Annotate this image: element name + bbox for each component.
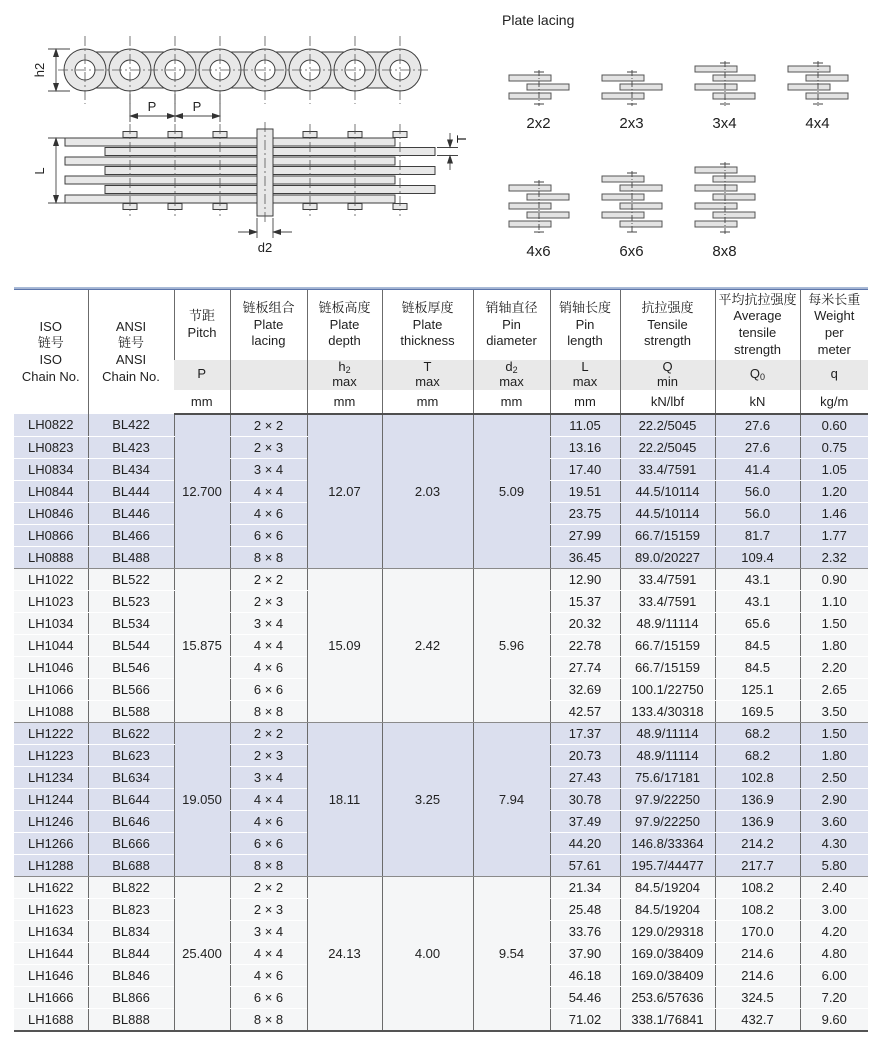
cell-ansi-chain-no: BL466 xyxy=(88,524,174,546)
cell-tensile-strength: 97.9/22250 xyxy=(620,810,715,832)
symbol-lacing xyxy=(230,360,307,390)
cell-average-tensile-strength: 27.6 xyxy=(715,436,800,458)
cell-average-tensile-strength: 217.7 xyxy=(715,854,800,876)
cell-plate-depth: 15.09 xyxy=(307,568,382,722)
symbol-depth: h2 max xyxy=(307,360,382,390)
cell-pin-length: 37.49 xyxy=(550,810,620,832)
cell-pin-length: 21.34 xyxy=(550,876,620,898)
cell-weight-per-meter: 1.80 xyxy=(800,744,868,766)
column-header-weight: 每米长重 Weight per meter xyxy=(800,290,868,360)
lacing-diagram-icon xyxy=(601,70,663,106)
cell-tensile-strength: 253.6/57636 xyxy=(620,986,715,1008)
cell-tensile-strength: 169.0/38409 xyxy=(620,942,715,964)
lacing-figure-8x8 xyxy=(678,132,771,260)
cell-ansi-chain-no: BL588 xyxy=(88,700,174,722)
cell-average-tensile-strength: 432.7 xyxy=(715,1008,800,1031)
pin-length-dimension xyxy=(48,138,70,203)
cell-iso-chain-no: LH0844 xyxy=(14,480,88,502)
table-row xyxy=(14,722,868,744)
cell-ansi-chain-no: BL888 xyxy=(88,1008,174,1031)
cell-weight-per-meter: 4.80 xyxy=(800,942,868,964)
cell-tensile-strength: 33.4/7591 xyxy=(620,458,715,480)
column-header-thickness: 链板厚度 Plate thickness xyxy=(382,290,473,360)
cell-ansi-chain-no: BL846 xyxy=(88,964,174,986)
cell-average-tensile-strength: 84.5 xyxy=(715,656,800,678)
column-header-avg: 平均抗拉强度 Average tensile strength xyxy=(715,290,800,360)
symbol-tensile: Q min xyxy=(620,360,715,390)
pitch-label-b: P xyxy=(192,99,202,114)
cell-iso-chain-no: LH1223 xyxy=(14,744,88,766)
cell-plate-depth: 12.07 xyxy=(307,414,382,569)
cell-tensile-strength: 33.4/7591 xyxy=(620,590,715,612)
cell-pin-length: 27.43 xyxy=(550,766,620,788)
pin-diameter-label: d2 xyxy=(257,240,273,255)
cell-plate-lacing: 6 × 6 xyxy=(230,832,307,854)
cell-pin-length: 57.61 xyxy=(550,854,620,876)
cell-average-tensile-strength: 68.2 xyxy=(715,744,800,766)
cell-iso-chain-no: LH1046 xyxy=(14,656,88,678)
cell-average-tensile-strength: 41.4 xyxy=(715,458,800,480)
leaf-chain-spec-table xyxy=(14,290,868,1032)
cell-plate-depth: 24.13 xyxy=(307,876,382,1031)
cell-ansi-chain-no: BL623 xyxy=(88,744,174,766)
cell-ansi-chain-no: BL666 xyxy=(88,832,174,854)
symbol-avg: Q0 xyxy=(715,360,800,390)
cell-iso-chain-no: LH0846 xyxy=(14,502,88,524)
cell-ansi-chain-no: BL823 xyxy=(88,898,174,920)
cell-pin-length: 30.78 xyxy=(550,788,620,810)
cell-plate-depth: 18.11 xyxy=(307,722,382,876)
cell-pin-diameter: 7.94 xyxy=(473,722,550,876)
cell-ansi-chain-no: BL523 xyxy=(88,590,174,612)
cell-plate-thickness: 2.42 xyxy=(382,568,473,722)
cell-iso-chain-no: LH1044 xyxy=(14,634,88,656)
cell-plate-lacing: 6 × 6 xyxy=(230,678,307,700)
column-header-pin_dia: 销轴直径 Pin diameter xyxy=(473,290,550,360)
cell-plate-lacing: 2 × 2 xyxy=(230,414,307,437)
cell-weight-per-meter: 1.50 xyxy=(800,722,868,744)
unit-pitch: mm xyxy=(174,390,230,414)
cell-iso-chain-no: LH1288 xyxy=(14,854,88,876)
cell-weight-per-meter: 1.77 xyxy=(800,524,868,546)
cell-average-tensile-strength: 102.8 xyxy=(715,766,800,788)
cell-plate-lacing: 4 × 4 xyxy=(230,942,307,964)
symbol-weight: q xyxy=(800,360,868,390)
cell-average-tensile-strength: 65.6 xyxy=(715,612,800,634)
cell-tensile-strength: 44.5/10114 xyxy=(620,502,715,524)
cell-pin-length: 17.40 xyxy=(550,458,620,480)
lacing-figure-label: 6x6 xyxy=(619,243,644,260)
table-body xyxy=(14,414,868,1031)
lacing-figure-label: 4x4 xyxy=(805,115,830,132)
cell-plate-lacing: 8 × 8 xyxy=(230,700,307,722)
cell-pin-length: 23.75 xyxy=(550,502,620,524)
cell-average-tensile-strength: 43.1 xyxy=(715,590,800,612)
chain-engineering-drawing xyxy=(10,10,472,258)
chain-stacked-view xyxy=(65,129,435,216)
lacing-figure-label: 8x8 xyxy=(712,243,737,260)
lacing-figure-label: 3x4 xyxy=(712,115,737,132)
cell-tensile-strength: 146.8/33364 xyxy=(620,832,715,854)
cell-iso-chain-no: LH1234 xyxy=(14,766,88,788)
cell-tensile-strength: 129.0/29318 xyxy=(620,920,715,942)
unit-pin_len: mm xyxy=(550,390,620,414)
lacing-diagram-icon xyxy=(508,180,570,234)
cell-tensile-strength: 66.7/15159 xyxy=(620,656,715,678)
cell-plate-thickness: 2.03 xyxy=(382,414,473,569)
plate-depth-label: h2 xyxy=(32,62,47,78)
cell-ansi-chain-no: BL688 xyxy=(88,854,174,876)
cell-iso-chain-no: LH1066 xyxy=(14,678,88,700)
cell-pin-length: 36.45 xyxy=(550,546,620,568)
cell-pin-length: 25.48 xyxy=(550,898,620,920)
cell-iso-chain-no: LH1034 xyxy=(14,612,88,634)
cell-weight-per-meter: 0.60 xyxy=(800,414,868,437)
cell-ansi-chain-no: BL646 xyxy=(88,810,174,832)
cell-pin-length: 20.32 xyxy=(550,612,620,634)
pitch-dimension xyxy=(130,94,220,122)
lacing-figure-3x4 xyxy=(678,32,771,132)
cell-average-tensile-strength: 169.5 xyxy=(715,700,800,722)
cell-average-tensile-strength: 43.1 xyxy=(715,568,800,590)
cell-average-tensile-strength: 214.2 xyxy=(715,832,800,854)
cell-pin-length: 32.69 xyxy=(550,678,620,700)
cell-pin-length: 17.37 xyxy=(550,722,620,744)
cell-average-tensile-strength: 214.6 xyxy=(715,942,800,964)
column-header-lacing: 链板组合 Plate lacing xyxy=(230,290,307,360)
cell-weight-per-meter: 6.00 xyxy=(800,964,868,986)
cell-ansi-chain-no: BL434 xyxy=(88,458,174,480)
symbol-pitch: P xyxy=(174,360,230,390)
cell-weight-per-meter: 2.40 xyxy=(800,876,868,898)
cell-pin-length: 37.90 xyxy=(550,942,620,964)
symbol-pin_len: L max xyxy=(550,360,620,390)
cell-iso-chain-no: LH0822 xyxy=(14,414,88,437)
cell-plate-lacing: 2 × 2 xyxy=(230,876,307,898)
cell-plate-lacing: 2 × 2 xyxy=(230,568,307,590)
cell-iso-chain-no: LH0866 xyxy=(14,524,88,546)
cell-plate-lacing: 2 × 3 xyxy=(230,436,307,458)
cell-weight-per-meter: 3.50 xyxy=(800,700,868,722)
cell-iso-chain-no: LH1222 xyxy=(14,722,88,744)
cell-iso-chain-no: LH1266 xyxy=(14,832,88,854)
cell-plate-thickness: 3.25 xyxy=(382,722,473,876)
lacing-figure-4x4 xyxy=(771,32,864,132)
cell-ansi-chain-no: BL544 xyxy=(88,634,174,656)
cell-weight-per-meter: 3.00 xyxy=(800,898,868,920)
cell-tensile-strength: 75.6/17181 xyxy=(620,766,715,788)
cell-pin-length: 22.78 xyxy=(550,634,620,656)
cell-plate-lacing: 4 × 6 xyxy=(230,810,307,832)
cell-ansi-chain-no: BL488 xyxy=(88,546,174,568)
cell-weight-per-meter: 3.60 xyxy=(800,810,868,832)
cell-tensile-strength: 97.9/22250 xyxy=(620,788,715,810)
plate-lacing-panel xyxy=(492,12,872,260)
cell-weight-per-meter: 5.80 xyxy=(800,854,868,876)
cell-pin-diameter: 5.09 xyxy=(473,414,550,569)
plate-lacing-grid xyxy=(492,32,872,260)
cell-iso-chain-no: LH0823 xyxy=(14,436,88,458)
cell-tensile-strength: 66.7/15159 xyxy=(620,524,715,546)
cell-weight-per-meter: 1.10 xyxy=(800,590,868,612)
cell-plate-lacing: 4 × 6 xyxy=(230,656,307,678)
cell-tensile-strength: 84.5/19204 xyxy=(620,898,715,920)
cell-ansi-chain-no: BL423 xyxy=(88,436,174,458)
cell-tensile-strength: 44.5/10114 xyxy=(620,480,715,502)
cell-weight-per-meter: 1.50 xyxy=(800,612,868,634)
spec-table-wrap xyxy=(14,287,868,1032)
cell-tensile-strength: 338.1/76841 xyxy=(620,1008,715,1031)
cell-tensile-strength: 195.7/44477 xyxy=(620,854,715,876)
cell-ansi-chain-no: BL566 xyxy=(88,678,174,700)
cell-pin-diameter: 9.54 xyxy=(473,876,550,1031)
cell-ansi-chain-no: BL444 xyxy=(88,480,174,502)
cell-average-tensile-strength: 125.1 xyxy=(715,678,800,700)
cell-average-tensile-strength: 109.4 xyxy=(715,546,800,568)
cell-pin-length: 54.46 xyxy=(550,986,620,1008)
cell-plate-lacing: 2 × 3 xyxy=(230,590,307,612)
cell-tensile-strength: 100.1/22750 xyxy=(620,678,715,700)
cell-plate-lacing: 4 × 6 xyxy=(230,502,307,524)
cell-pin-length: 42.57 xyxy=(550,700,620,722)
symbol-pin_dia: d2 max xyxy=(473,360,550,390)
cell-weight-per-meter: 4.20 xyxy=(800,920,868,942)
unit-weight: kg/m xyxy=(800,390,868,414)
column-header-iso: ISO 链号 ISO Chain No. xyxy=(14,290,88,414)
cell-plate-lacing: 4 × 4 xyxy=(230,788,307,810)
table-row xyxy=(14,568,868,590)
cell-tensile-strength: 22.2/5045 xyxy=(620,436,715,458)
column-header-depth: 链板高度 Plate depth xyxy=(307,290,382,360)
cell-weight-per-meter: 1.80 xyxy=(800,634,868,656)
cell-tensile-strength: 169.0/38409 xyxy=(620,964,715,986)
cell-average-tensile-strength: 108.2 xyxy=(715,898,800,920)
cell-weight-per-meter: 2.50 xyxy=(800,766,868,788)
cell-tensile-strength: 33.4/7591 xyxy=(620,568,715,590)
cell-tensile-strength: 84.5/19204 xyxy=(620,876,715,898)
cell-ansi-chain-no: BL446 xyxy=(88,502,174,524)
cell-iso-chain-no: LH1644 xyxy=(14,942,88,964)
lacing-figure-label: 2x2 xyxy=(526,115,551,132)
cell-plate-lacing: 8 × 8 xyxy=(230,1008,307,1031)
cell-pitch: 25.400 xyxy=(174,876,230,1031)
cell-plate-lacing: 3 × 4 xyxy=(230,920,307,942)
cell-pin-length: 12.90 xyxy=(550,568,620,590)
column-header-tensile: 抗拉强度 Tensile strength xyxy=(620,290,715,360)
cell-ansi-chain-no: BL866 xyxy=(88,986,174,1008)
pitch-label-a: P xyxy=(147,99,157,114)
cell-weight-per-meter: 4.30 xyxy=(800,832,868,854)
cell-average-tensile-strength: 84.5 xyxy=(715,634,800,656)
cell-average-tensile-strength: 324.5 xyxy=(715,986,800,1008)
cell-pitch: 12.700 xyxy=(174,414,230,569)
cell-plate-lacing: 8 × 8 xyxy=(230,854,307,876)
cell-weight-per-meter: 1.05 xyxy=(800,458,868,480)
cell-average-tensile-strength: 170.0 xyxy=(715,920,800,942)
cell-plate-lacing: 3 × 4 xyxy=(230,766,307,788)
cell-iso-chain-no: LH1088 xyxy=(14,700,88,722)
cell-pin-length: 44.20 xyxy=(550,832,620,854)
table-head xyxy=(14,290,868,414)
cell-iso-chain-no: LH1688 xyxy=(14,1008,88,1031)
cell-tensile-strength: 48.9/11114 xyxy=(620,612,715,634)
lacing-diagram-icon xyxy=(694,162,756,234)
lacing-figure-label: 4x6 xyxy=(526,243,551,260)
lacing-diagram-icon xyxy=(601,171,663,234)
pin-length-label: L xyxy=(32,167,47,175)
cell-plate-lacing: 4 × 6 xyxy=(230,964,307,986)
table-row xyxy=(14,414,868,437)
cell-plate-lacing: 6 × 6 xyxy=(230,524,307,546)
cell-ansi-chain-no: BL834 xyxy=(88,920,174,942)
cell-iso-chain-no: LH0834 xyxy=(14,458,88,480)
cell-plate-lacing: 3 × 4 xyxy=(230,612,307,634)
cell-ansi-chain-no: BL822 xyxy=(88,876,174,898)
cell-pin-length: 27.99 xyxy=(550,524,620,546)
cell-average-tensile-strength: 27.6 xyxy=(715,414,800,437)
cell-pin-length: 13.16 xyxy=(550,436,620,458)
cell-tensile-strength: 48.9/11114 xyxy=(620,744,715,766)
cell-plate-lacing: 4 × 4 xyxy=(230,480,307,502)
cell-weight-per-meter: 2.20 xyxy=(800,656,868,678)
cell-ansi-chain-no: BL634 xyxy=(88,766,174,788)
cell-iso-chain-no: LH0888 xyxy=(14,546,88,568)
cell-ansi-chain-no: BL546 xyxy=(88,656,174,678)
column-header-pin_len: 销轴长度 Pin length xyxy=(550,290,620,360)
unit-depth: mm xyxy=(307,390,382,414)
cell-weight-per-meter: 0.90 xyxy=(800,568,868,590)
unit-thickness: mm xyxy=(382,390,473,414)
lacing-diagram-icon xyxy=(694,61,756,106)
unit-pin_dia: mm xyxy=(473,390,550,414)
lacing-diagram-icon xyxy=(787,61,849,106)
cell-tensile-strength: 22.2/5045 xyxy=(620,414,715,437)
cell-pin-length: 27.74 xyxy=(550,656,620,678)
cell-average-tensile-strength: 68.2 xyxy=(715,722,800,744)
unit-avg: kN xyxy=(715,390,800,414)
cell-average-tensile-strength: 81.7 xyxy=(715,524,800,546)
unit-tensile: kN/lbf xyxy=(620,390,715,414)
cell-pin-length: 19.51 xyxy=(550,480,620,502)
cell-plate-lacing: 8 × 8 xyxy=(230,546,307,568)
cell-weight-per-meter: 2.65 xyxy=(800,678,868,700)
cell-iso-chain-no: LH1622 xyxy=(14,876,88,898)
cell-average-tensile-strength: 136.9 xyxy=(715,788,800,810)
cell-iso-chain-no: LH1244 xyxy=(14,788,88,810)
cell-ansi-chain-no: BL644 xyxy=(88,788,174,810)
cell-pin-length: 15.37 xyxy=(550,590,620,612)
cell-tensile-strength: 89.0/20227 xyxy=(620,546,715,568)
column-header-pitch: 节距 Pitch xyxy=(174,290,230,360)
cell-plate-lacing: 2 × 3 xyxy=(230,898,307,920)
lacing-figure-2x2 xyxy=(492,32,585,132)
cell-iso-chain-no: LH1022 xyxy=(14,568,88,590)
plate-lacing-title: Plate lacing xyxy=(502,12,575,28)
cell-ansi-chain-no: BL844 xyxy=(88,942,174,964)
lacing-figure-label: 2x3 xyxy=(619,115,644,132)
lacing-figure-4x6 xyxy=(492,132,585,260)
cell-plate-lacing: 2 × 3 xyxy=(230,744,307,766)
lacing-figure-6x6 xyxy=(585,132,678,260)
cell-plate-lacing: 6 × 6 xyxy=(230,986,307,1008)
cell-tensile-strength: 133.4/30318 xyxy=(620,700,715,722)
cell-ansi-chain-no: BL522 xyxy=(88,568,174,590)
cell-pin-length: 46.18 xyxy=(550,964,620,986)
cell-weight-per-meter: 2.90 xyxy=(800,788,868,810)
cell-tensile-strength: 48.9/11114 xyxy=(620,722,715,744)
symbol-thickness: T max xyxy=(382,360,473,390)
cell-tensile-strength: 66.7/15159 xyxy=(620,634,715,656)
cell-weight-per-meter: 0.75 xyxy=(800,436,868,458)
cell-iso-chain-no: LH1646 xyxy=(14,964,88,986)
cell-average-tensile-strength: 56.0 xyxy=(715,502,800,524)
lacing-diagram-icon xyxy=(508,70,570,106)
cell-pin-length: 71.02 xyxy=(550,1008,620,1031)
cell-iso-chain-no: LH1246 xyxy=(14,810,88,832)
cell-weight-per-meter: 7.20 xyxy=(800,986,868,1008)
unit-lacing xyxy=(230,390,307,414)
cell-plate-lacing: 4 × 4 xyxy=(230,634,307,656)
centerlines-side-view xyxy=(58,36,428,104)
cell-plate-thickness: 4.00 xyxy=(382,876,473,1031)
cell-plate-lacing: 2 × 2 xyxy=(230,722,307,744)
cell-average-tensile-strength: 56.0 xyxy=(715,480,800,502)
cell-weight-per-meter: 9.60 xyxy=(800,1008,868,1031)
table-row xyxy=(14,876,868,898)
plate-thickness-label: T xyxy=(454,135,469,143)
cell-weight-per-meter: 2.32 xyxy=(800,546,868,568)
cell-iso-chain-no: LH1666 xyxy=(14,986,88,1008)
cell-weight-per-meter: 1.46 xyxy=(800,502,868,524)
cell-iso-chain-no: LH1023 xyxy=(14,590,88,612)
cell-pitch: 15.875 xyxy=(174,568,230,722)
cell-pin-length: 33.76 xyxy=(550,920,620,942)
cell-plate-lacing: 3 × 4 xyxy=(230,458,307,480)
cell-ansi-chain-no: BL534 xyxy=(88,612,174,634)
cell-iso-chain-no: LH1623 xyxy=(14,898,88,920)
column-header-ansi: ANSI 链号 ANSI Chain No. xyxy=(88,290,174,414)
cell-iso-chain-no: LH1634 xyxy=(14,920,88,942)
cell-pin-length: 20.73 xyxy=(550,744,620,766)
cell-weight-per-meter: 1.20 xyxy=(800,480,868,502)
cell-average-tensile-strength: 108.2 xyxy=(715,876,800,898)
cell-average-tensile-strength: 214.6 xyxy=(715,964,800,986)
lacing-figure-2x3 xyxy=(585,32,678,132)
cell-average-tensile-strength: 136.9 xyxy=(715,810,800,832)
cell-pin-length: 11.05 xyxy=(550,414,620,437)
cell-pin-diameter: 5.96 xyxy=(473,568,550,722)
cell-ansi-chain-no: BL622 xyxy=(88,722,174,744)
cell-ansi-chain-no: BL422 xyxy=(88,414,174,437)
cell-pitch: 19.050 xyxy=(174,722,230,876)
